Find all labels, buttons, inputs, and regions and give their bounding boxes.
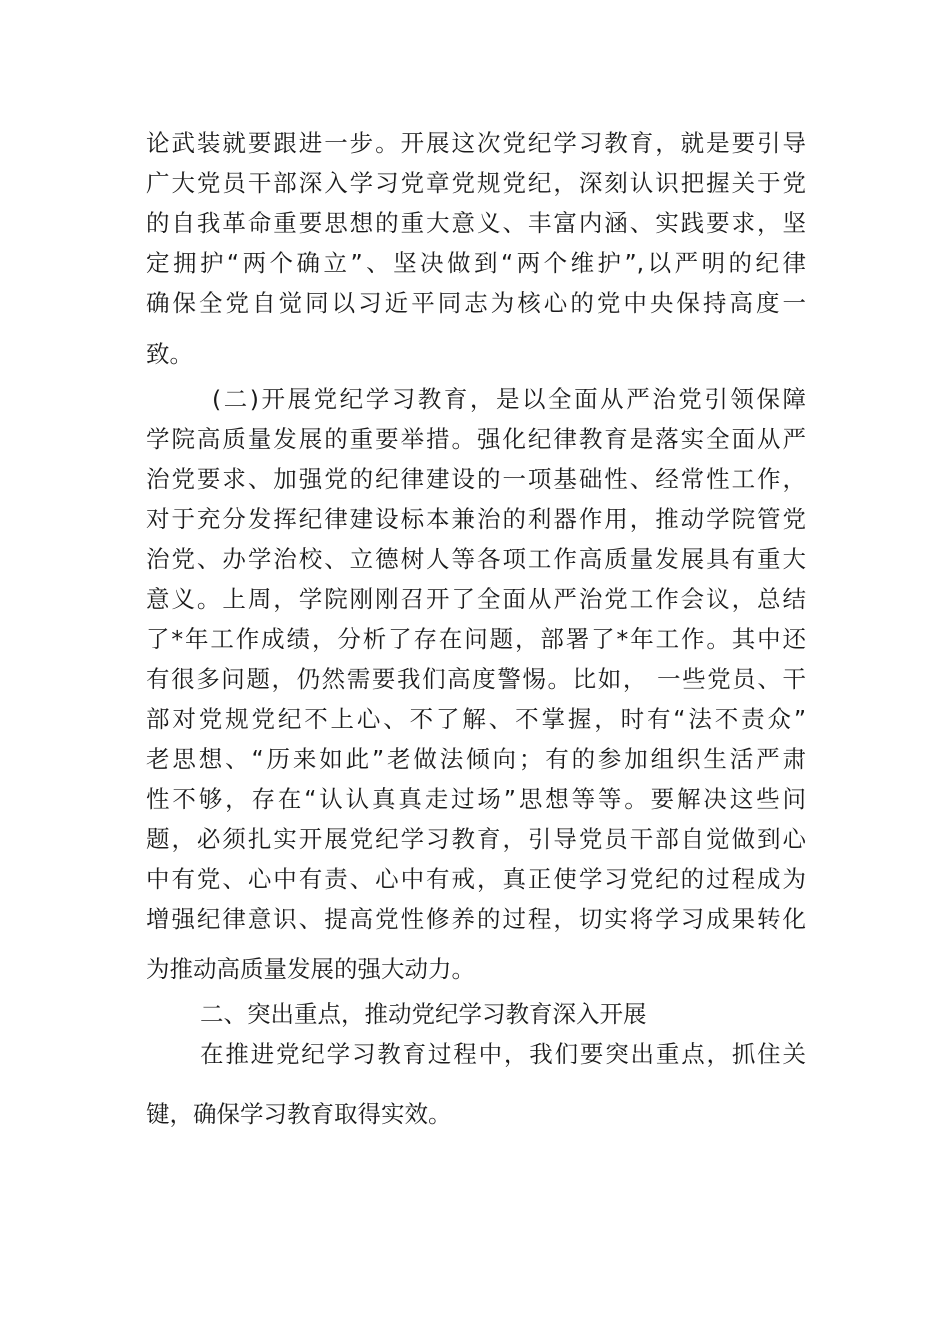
body-text-line: 学院高质量发展的重要举措。强化纪律教育是落实全面从严 [146, 425, 806, 453]
body-text-line: 键，确保学习教育取得实效。 [146, 1100, 452, 1128]
body-text-line: 部对党规党纪不上心、不了解、不掌握，时有“法不责众” [146, 705, 806, 733]
section-heading: 二、突出重点，推动党纪学习教育深入开展 [200, 1000, 647, 1028]
body-text-line: 广大党员干部深入学习党章党规党纪，深刻认识把握关于党 [146, 169, 806, 197]
body-text-line: 题，必须扎实开展党纪学习教育，引导党员干部自觉做到心 [146, 825, 806, 853]
body-text-line: 治党、办学治校、立德树人等各项工作高质量发展具有重大 [146, 545, 806, 573]
body-text-line: 确保全党自觉同以习近平同志为核心的党中央保持高度一 [146, 289, 806, 317]
body-text-line: 了*年工作成绩，分析了存在问题，部署了*年工作。其中还 [146, 625, 806, 653]
section-paragraph-start: 在推进党纪学习教育过程中，我们要突出重点，抓住关 [200, 1040, 806, 1068]
body-text-line: 对于充分发挥纪律建设标本兼治的利器作用，推动学院管党 [146, 505, 806, 533]
body-text-line: 老思想、“历来如此”老做法倾向；有的参加组织生活严肃 [146, 745, 806, 773]
body-text-line: 意义。上周，学院刚刚召开了全面从严治党工作会议，总结 [146, 585, 806, 613]
body-text-line: 中有党、心中有责、心中有戒，真正使学习党纪的过程成为 [146, 865, 806, 893]
body-text-line: 论武装就要跟进一步。开展这次党纪学习教育，就是要引导 [146, 129, 806, 157]
body-text-line: 性不够，存在“认认真真走过场”思想等等。要解决这些问 [146, 785, 806, 813]
body-text-line: 为推动高质量发展的强大动力。 [146, 955, 475, 983]
body-text-line: 定拥护“两个确立”、坚决做到“两个维护”,以严明的纪律 [146, 249, 806, 277]
body-text-line: 增强纪律意识、提高党性修养的过程，切实将学习成果转化 [146, 905, 806, 933]
body-text-line: 治党要求、加强党的纪律建设的一项基础性、经常性工作， [146, 465, 806, 493]
body-text-line: 的自我革命重要思想的重大意义、丰富内涵、实践要求，坚 [146, 209, 806, 237]
body-text-line: 有很多问题，仍然需要我们高度警惕。比如， 一些党员、干 [146, 665, 806, 693]
section-paragraph-start: (二)开展党纪学习教育，是以全面从严治党引领保障 [212, 385, 806, 413]
body-text-line: 致。 [146, 340, 193, 368]
